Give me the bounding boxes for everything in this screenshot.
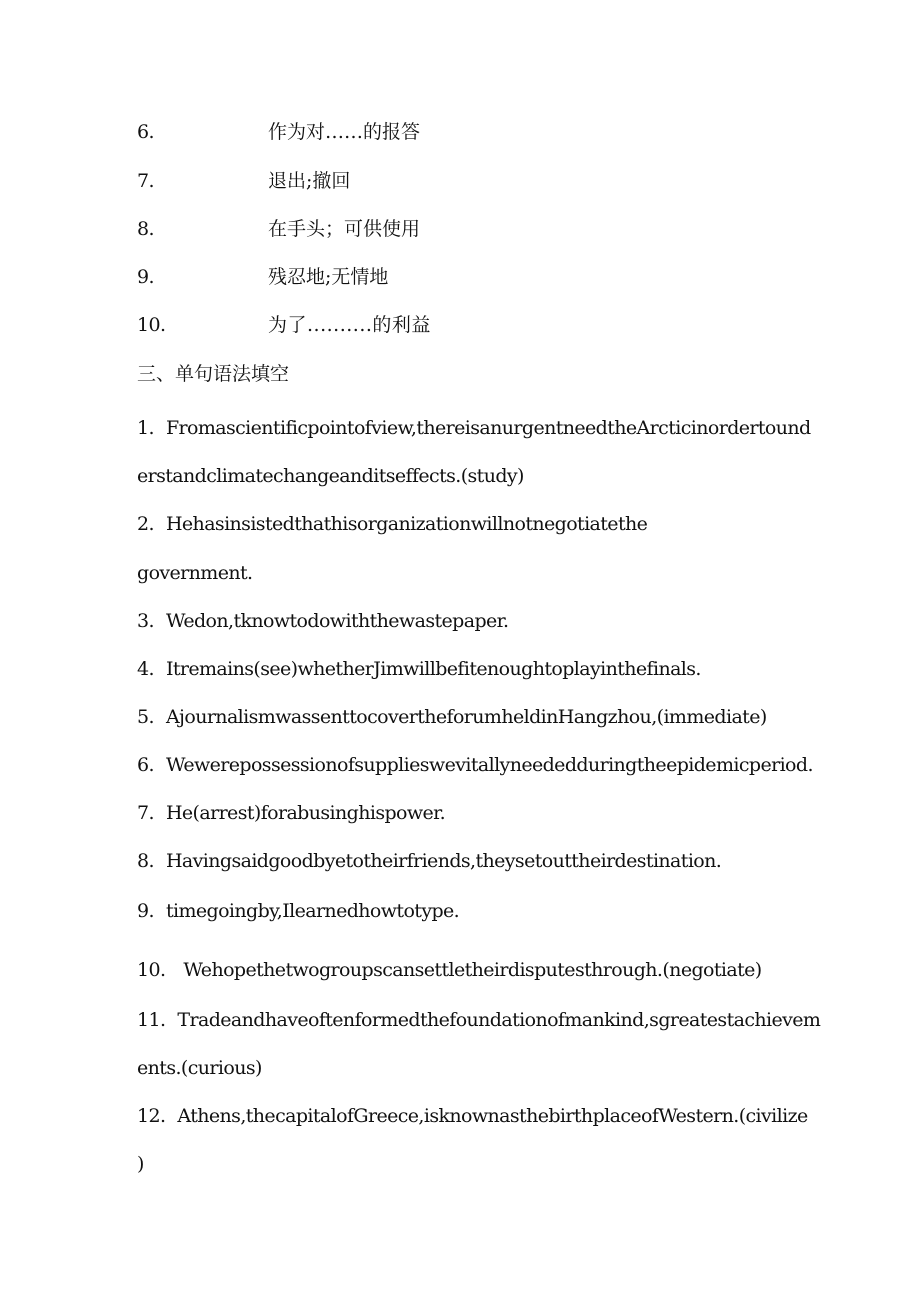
item-number: 9. [137, 900, 154, 922]
item-number: 10. [137, 959, 166, 981]
item-number: 6. [137, 754, 154, 776]
exercise-line [137, 512, 647, 536]
exercise-line [137, 1152, 144, 1176]
phrase-number: 6. [137, 121, 154, 143]
item-number: 11. [137, 1009, 166, 1031]
item-number: 2. [137, 513, 154, 535]
item-text: Wehopethetwogroupscansettletheirdisputesthrough.(negotiate) [183, 959, 762, 981]
item-text: timegoingby,Ilearnedhowtotype. [165, 900, 460, 922]
item-text: He(arrest)forabusinghispower. [165, 802, 446, 824]
item-text: Wedon,tknowtodowiththewastepaper. [165, 610, 509, 632]
phrase-number: 10. [137, 314, 166, 336]
item-number: 1. [137, 417, 154, 439]
exercise-line [137, 801, 445, 825]
item-text: AjournalismwassenttocovertheforumheldinHangzhou,(immediate) [165, 706, 767, 728]
item-number: 12. [137, 1105, 166, 1127]
exercise-line [137, 464, 524, 488]
phrase-text: 作为对……的报答 [268, 121, 421, 143]
phrase-number: 8. [137, 218, 154, 240]
item-number: 5. [137, 706, 154, 728]
item-number: 4. [137, 658, 154, 680]
item-text: Wewerepossessionofsupplieswevitallyneededduringtheepidemicperiod. [165, 754, 813, 776]
item-text: ) [137, 1153, 144, 1175]
exercise-line [137, 1104, 808, 1128]
exercise-line [137, 899, 459, 923]
phrase-text: 残忍地;无情地 [268, 266, 389, 288]
phrase-text: 为了..........的利益 [268, 314, 431, 336]
exercise-line [137, 657, 701, 681]
item-text: Athens,thecapitalofGreece,isknownasthebirthplaceofWestern.(civilize [177, 1105, 808, 1127]
exercise-line [137, 705, 767, 729]
item-text: Fromascientificpointofview,thereisanurgentneedtheArcticinordertound [165, 417, 811, 439]
item-text: Itremains(see)whetherJimwillbefitenoughtoplayinthefinals. [165, 658, 701, 680]
item-text: erstandclimatechangeanditseffects.(study) [137, 465, 524, 487]
phrase-number: 9. [137, 266, 154, 288]
exercise-line [137, 561, 252, 585]
item-number: 3. [137, 610, 154, 632]
exercise-line [137, 1056, 262, 1080]
exercise-line [137, 753, 813, 777]
exercise-line [137, 849, 721, 873]
item-text: Havingsaidgoodbyetotheirfriends,theysetouttheirdestination. [165, 850, 722, 872]
exercise-line [137, 416, 811, 440]
item-text: Hehasinsistedthathisorganizationwillnotnegotiatethe [165, 513, 648, 535]
item-text: government. [137, 562, 253, 584]
section-title: 三、单句语法填空 [137, 363, 290, 385]
phrase-text: 退出;撤回 [268, 170, 351, 192]
exercise-line [137, 1008, 820, 1032]
item-number: 7. [137, 802, 154, 824]
phrase-text: 在手头；可供使用 [268, 218, 421, 240]
exercise-line [137, 609, 508, 633]
item-text: ents.(curious) [137, 1057, 262, 1079]
item-number: 8. [137, 850, 154, 872]
item-text: Tradeandhaveoftenformedthefoundationofmankind,sgreatestachievem [177, 1009, 821, 1031]
phrase-number: 7. [137, 170, 154, 192]
exercise-line [137, 958, 762, 982]
